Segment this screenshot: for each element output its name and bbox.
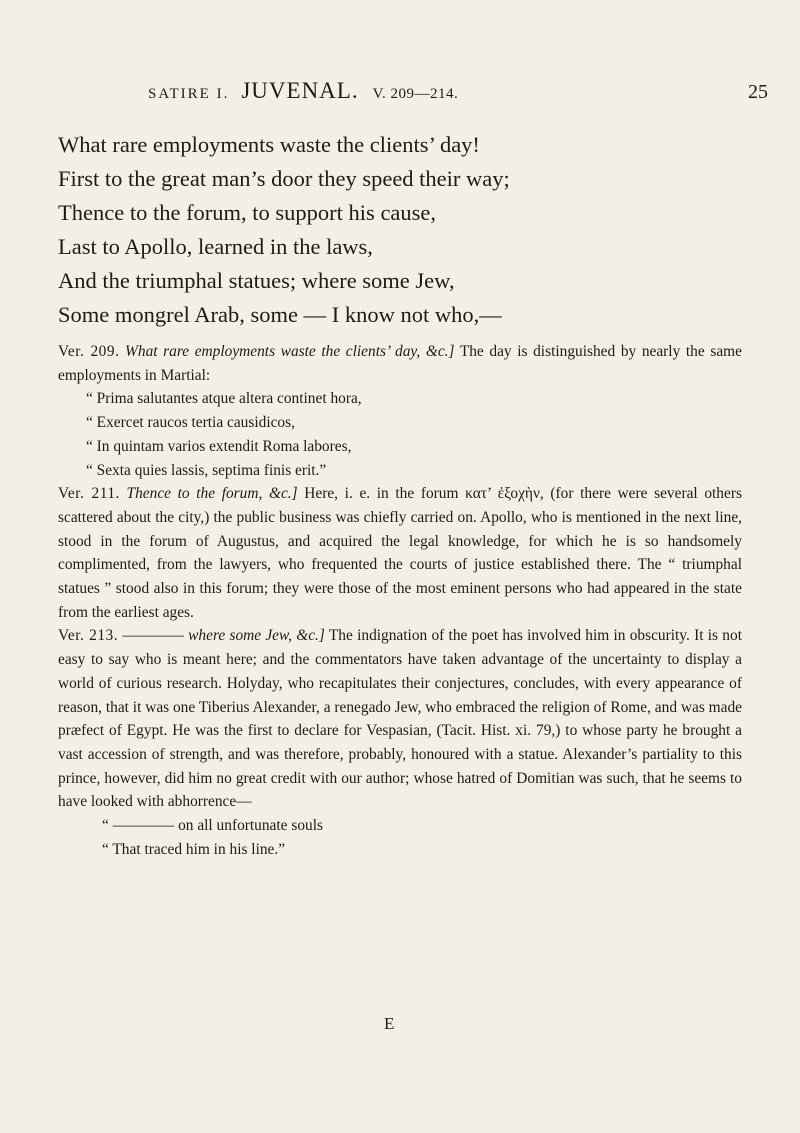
quotation-line: “ That traced him in his line.” xyxy=(102,840,286,858)
running-head-verses: V. 209—214. xyxy=(372,86,459,102)
page-number: 25 xyxy=(748,81,768,103)
poem-line: First to the great man’s door they speed their way; xyxy=(58,166,510,191)
note-text: The indignation of the poet has involved him in obscurity. It is not easy to say who is meant here; and the commentators have taken advantage of the uncertainty to display a world of curious research. Holyday, who recapitulates their conjectures, concludes, with every appearance of reason, that it was one Tiberius Alexander, a renegado Jew, who embraced the religion of Rome, and was made præfect of Egypt. He was the first to declare for Vespasian, (Tacit. Hist. xi. 79,) to whose party he brought a vast accession of strength, and was therefore, probably, honoured with a statue. Alexander’s partiality to this prince, however, did him no great credit with our author; whose hatred of Domitian was such, that he seems to have looked with abhorrence— xyxy=(58,627,742,811)
quotation-line: “ ———— on all unfortunate souls xyxy=(102,817,323,835)
note-verse-ref: Ver. 211. xyxy=(58,485,120,503)
note-ver-209 xyxy=(58,340,742,482)
note-lemma: where some Jew, &c.] xyxy=(188,627,325,645)
lemma-dash: ———— xyxy=(122,627,184,645)
note-verse-ref: Ver. 213. xyxy=(58,627,119,645)
poem-line: Thence to the forum, to support his cause, xyxy=(58,200,437,225)
note-ver-211 xyxy=(58,482,742,624)
note-ver-213 xyxy=(58,624,742,861)
quotation-line: “ Prima salutantes atque altera continet hora, xyxy=(86,390,362,408)
quotation-line: “ Sexta quies lassis, septima finis erit.” xyxy=(86,461,327,479)
poem-line: And the triumphal statues; where some Jew, xyxy=(58,268,455,293)
running-head-satire: SATIRE I. xyxy=(148,86,230,102)
latin-quotation xyxy=(86,387,742,482)
quotation-line: “ Exercet raucos tertia causidicos, xyxy=(86,414,295,432)
note-text: (for there were several others scattered about the city,) the public business was chiefly carried on. Apollo, who is mentioned in the next line, stood in the forum of Augustus, and acquired the legal knowledge, for which he is so handsomely complimented, from the lawyers, who frequented the courts of justice established there. The “ triumphal statues ” stood also in this forum; they were those of the most eminent persons who had appeared in the state from the earliest ages. xyxy=(58,485,742,621)
greek-phrase: κατ’ ἐξοχὴν, xyxy=(465,485,544,503)
running-head xyxy=(148,78,768,104)
note-verse-ref: Ver. 209. xyxy=(58,343,120,360)
poem-line: Last to Apollo, learned in the laws, xyxy=(58,234,373,259)
running-head-author: JUVENAL. xyxy=(241,78,359,103)
english-quotation xyxy=(102,814,742,861)
note-lemma: Thence to the forum, &c.] xyxy=(126,485,298,503)
note-text: The day is distinguished by nearly the same employments in Martial: xyxy=(58,343,742,384)
quotation-line: “ In quintam varios extendit Roma labores, xyxy=(86,437,352,455)
note-lemma: What rare employments waste the clients’ day, &c.] xyxy=(125,343,455,360)
note-text: Here, i. e. in the forum xyxy=(304,485,459,503)
poem-line: What rare employments waste the clients’ day! xyxy=(58,132,480,157)
poem-stanza xyxy=(58,128,758,332)
commentary-notes xyxy=(58,340,742,861)
poem-line: Some mongrel Arab, some — I know not who,— xyxy=(58,302,502,327)
signature-mark: E xyxy=(384,1014,395,1033)
